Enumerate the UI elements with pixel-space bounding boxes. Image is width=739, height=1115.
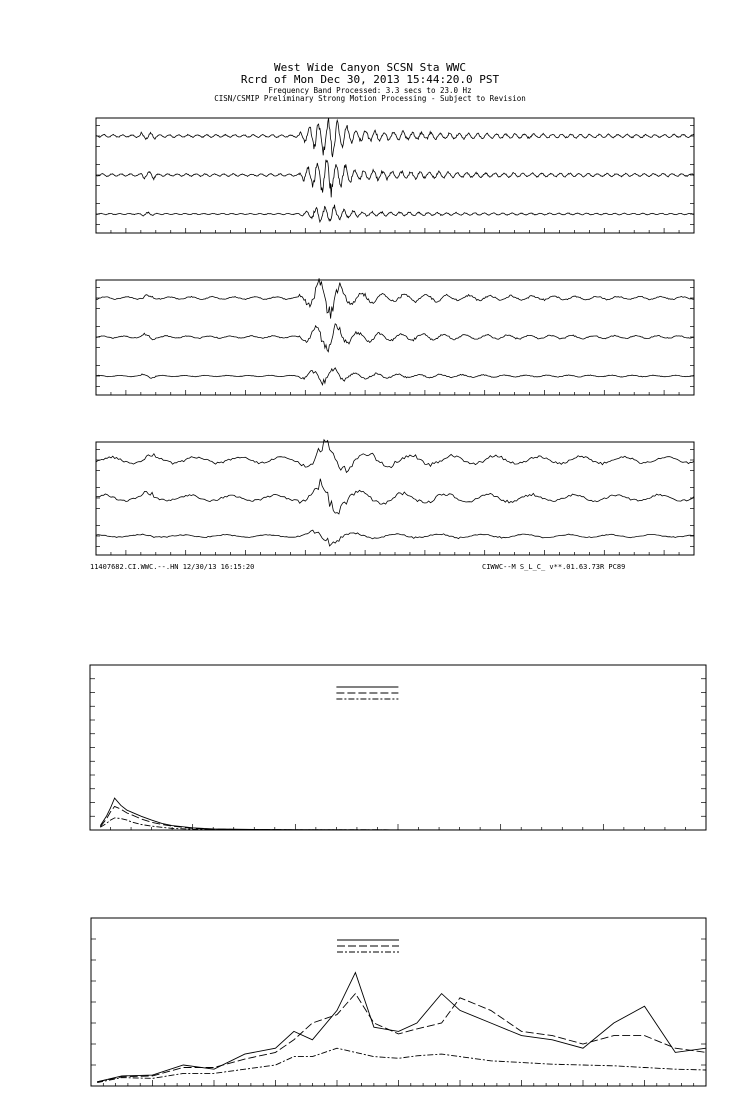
- series-line: [100, 798, 706, 830]
- time-series-acceleration: [96, 118, 694, 233]
- footer-processing-id: CIWWC--M S_L_C_ v**.01.63.73R PC89: [482, 563, 626, 571]
- spectral-acceleration-chart: [90, 665, 706, 830]
- waveform-trace: [96, 479, 694, 514]
- processing-note: CISN/CSMIP Preliminary Strong Motion Processing - Subject to Revision: [214, 94, 526, 103]
- record-footer: [90, 563, 625, 571]
- fourier-spectrum-chart: [91, 918, 706, 1086]
- waveform-trace: [96, 324, 694, 352]
- plot-frame: [90, 665, 706, 830]
- footer-record-id: 11407682.CI.WWC.--.HN 12/30/13 16:15:20: [90, 563, 255, 571]
- record-header: [214, 61, 526, 103]
- series-line: [100, 806, 706, 830]
- time-series-displacement: [96, 440, 694, 555]
- series-line: [97, 994, 706, 1082]
- panel-frame: [96, 280, 694, 395]
- frequency-band: Frequency Band Processed: 3.3 secs to 23.0 Hz: [268, 86, 472, 95]
- waveform-trace: [96, 440, 694, 473]
- waveform-trace: [96, 160, 694, 198]
- waveform-trace: [96, 530, 694, 546]
- record-time: Rcrd of Mon Dec 30, 2013 15:44:20.0 PST: [240, 73, 500, 86]
- plot-frame: [91, 918, 706, 1086]
- series-line: [97, 973, 706, 1082]
- waveform-trace: [96, 278, 694, 318]
- panel-frame: [96, 442, 694, 555]
- station-title: West Wide Canyon SCSN Sta WWC: [273, 61, 467, 74]
- waveform-trace: [96, 368, 694, 385]
- waveform-trace: [96, 118, 694, 157]
- time-series-velocity: [96, 278, 694, 395]
- waveform-trace: [96, 205, 694, 222]
